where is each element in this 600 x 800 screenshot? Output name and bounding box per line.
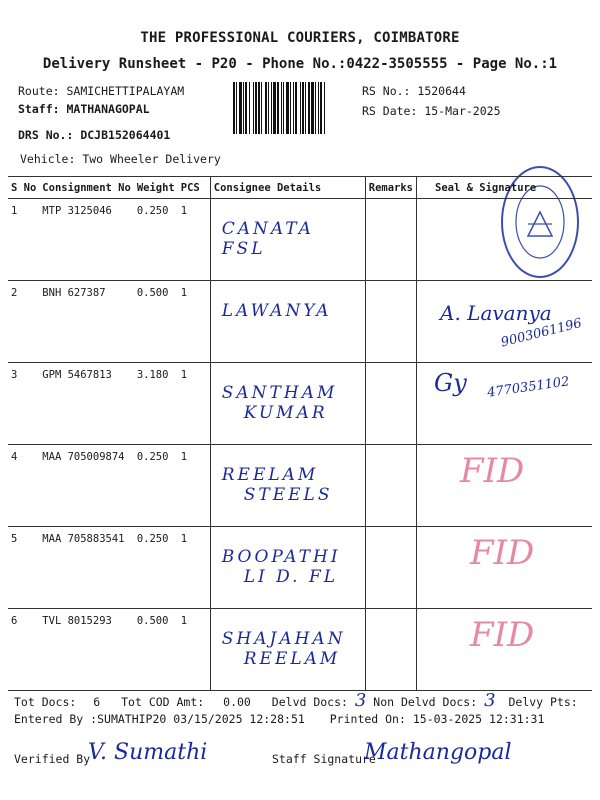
totals-line — [14, 690, 578, 711]
table-header-row — [8, 177, 592, 199]
cell-pcs: 1 — [180, 615, 188, 627]
signature-phone: 9003061196 — [499, 315, 584, 351]
barcode-bar — [293, 82, 294, 134]
cell-pcs: 1 — [180, 205, 188, 217]
barcode-bar — [311, 82, 314, 134]
cell-consignee — [210, 527, 365, 609]
cell-signature — [417, 445, 592, 527]
drs-line — [18, 128, 170, 142]
barcode-bar — [233, 82, 235, 134]
col-pcs: PCS — [180, 181, 200, 194]
barcode-bar — [253, 82, 254, 134]
verified-by-label: Verified By — [14, 752, 91, 766]
cell-consignment: MAA 705009874 — [42, 451, 125, 463]
cell-consignment: GPM 5467813 — [42, 369, 112, 381]
delvd-docs-value: 3 — [354, 690, 367, 711]
consignee-name-line2: STEELS — [243, 485, 333, 505]
cell-consignment: BNH 627387 — [42, 287, 106, 299]
cell-remarks — [365, 281, 416, 363]
delvy-pts-label: Delvy Pts: — [508, 695, 578, 709]
barcode-bar — [243, 82, 244, 134]
barcode-bar — [295, 82, 297, 134]
cell-signature — [417, 363, 592, 445]
tot-cod-label: Tot COD Amt: — [121, 695, 205, 709]
cell-pcs: 1 — [180, 533, 188, 545]
cell-pcs: 1 — [180, 451, 188, 463]
signature-phone: 4770351102 — [486, 374, 571, 401]
cell-sno: 1 — [11, 205, 18, 217]
barcode-bar — [255, 82, 257, 134]
barcode-image — [232, 82, 354, 134]
barcode-bar — [236, 82, 237, 134]
cell-consignee — [210, 281, 365, 363]
entered-label: Entered By : — [14, 712, 98, 726]
cell-weight: 0.250 — [136, 533, 169, 545]
rs-no-value: 1520644 — [417, 84, 466, 98]
cell-consignment: MTP 3125046 — [42, 205, 112, 217]
consignee-name: REELAM — [221, 465, 319, 485]
cell-weight: 0.500 — [136, 615, 169, 627]
cell-sno: 6 — [11, 615, 18, 627]
tot-docs-label: Tot Docs: — [14, 695, 77, 709]
delvd-docs-label: Delvd Docs: — [271, 695, 348, 709]
rs-date-label: RS Date: — [362, 104, 418, 118]
barcode-bar — [283, 82, 284, 134]
rs-no-label: RS No.: — [362, 84, 411, 98]
cell-signature — [417, 199, 592, 281]
rs-no-line — [362, 84, 466, 98]
barcode-bar — [286, 82, 289, 134]
col-remarks: Remarks — [365, 177, 416, 199]
barcode-bar — [300, 82, 301, 134]
cell-consignee — [210, 363, 365, 445]
cell-sno: 4 — [11, 451, 18, 463]
barcode-bar — [302, 82, 304, 134]
cell-weight: 0.500 — [136, 287, 169, 299]
col-consignee: Consignee Details — [210, 177, 365, 199]
table-row — [8, 199, 592, 281]
col-sno: S No — [11, 181, 37, 194]
barcode-bar — [271, 82, 272, 134]
printed-value: 15-03-2025 12:31:31 — [412, 712, 545, 726]
cell-consignee — [210, 199, 365, 281]
col-signature: Seal & Signature — [417, 177, 592, 199]
barcode-bar — [239, 82, 242, 134]
cell-remarks — [365, 445, 416, 527]
barcode-bar — [305, 82, 306, 134]
table-row — [8, 527, 592, 609]
table-row — [8, 363, 592, 445]
verified-signature: V. Sumathi — [88, 740, 208, 765]
barcode-bar — [290, 82, 291, 134]
company-title: THE PROFESSIONAL COURIERS, COIMBATORE — [140, 30, 460, 46]
status-fid: FID — [470, 533, 535, 573]
status-fid: FID — [470, 615, 535, 655]
barcode-bar — [273, 82, 276, 134]
barcode-bar — [268, 82, 269, 134]
route-value: SAMICHETTIPALAYAM — [66, 84, 185, 98]
barcode-bar — [245, 82, 247, 134]
barcode-bar — [249, 82, 250, 134]
consignee-name: SHAJAHAN — [221, 629, 346, 649]
cell-consignment: TVL 8015293 — [42, 615, 112, 627]
barcode-bar — [258, 82, 260, 134]
cell-signature — [417, 527, 592, 609]
staff-line — [18, 102, 150, 116]
cell-remarks — [365, 363, 416, 445]
consignee-name-line2: LI D. FL — [243, 567, 339, 587]
printed-label: Printed On: — [329, 712, 406, 726]
cell-consignee — [210, 445, 365, 527]
table-row — [8, 445, 592, 527]
route-line — [18, 84, 184, 98]
cell-weight: 0.250 — [136, 451, 169, 463]
rs-date-line — [362, 104, 501, 118]
drs-value: DCJB152064401 — [80, 128, 171, 142]
table-row — [8, 281, 592, 363]
tot-docs-value: 6 — [93, 695, 101, 709]
status-fid: FID — [460, 451, 525, 491]
staff-value: MATHANAGOPAL — [66, 102, 150, 116]
signature: Gy — [434, 369, 467, 397]
route-label: Route: — [18, 84, 60, 98]
barcode-bar — [265, 82, 267, 134]
cell-remarks — [365, 609, 416, 691]
consignee-name: BOOPATHI — [221, 547, 341, 567]
cell-sno: 2 — [11, 287, 18, 299]
cell-weight: 0.250 — [136, 205, 169, 217]
cell-signature — [417, 609, 592, 691]
consignee-name: LAWANYA — [221, 301, 332, 321]
cell-sno: 5 — [11, 533, 18, 545]
barcode-bar — [324, 82, 325, 134]
staff-signature-label: Staff Signature — [272, 752, 376, 766]
staff-label: Staff: — [18, 102, 60, 116]
cell-remarks — [365, 527, 416, 609]
rs-date-value: 15-Mar-2025 — [424, 104, 501, 118]
cell-weight: 3.180 — [136, 369, 169, 381]
barcode-bar — [308, 82, 310, 134]
barcode-bar — [318, 82, 319, 134]
barcode-bar — [281, 82, 282, 134]
runsheet-table — [8, 176, 592, 691]
consignee-name-line2: KUMAR — [243, 403, 328, 423]
vehicle-line — [20, 152, 221, 166]
barcode-bar — [277, 82, 279, 134]
vehicle-value: Two Wheeler Delivery — [82, 152, 221, 166]
barcode-bar — [261, 82, 262, 134]
cell-consignee — [210, 609, 365, 691]
consignee-name: CANATA FSL — [221, 219, 314, 259]
staff-signature: Mathangopal — [364, 740, 512, 765]
non-delvd-docs-value: 3 — [484, 690, 496, 711]
consignee-name: SANTHAM — [221, 383, 338, 403]
cell-signature — [417, 281, 592, 363]
signature: A. Lavanya — [440, 301, 552, 325]
barcode-bar — [320, 82, 322, 134]
vehicle-label: Vehicle: — [20, 152, 76, 166]
entered-value: SUMATHIP20 03/15/2025 12:28:51 — [97, 712, 305, 726]
cell-remarks — [365, 199, 416, 281]
cell-sno: 3 — [11, 369, 18, 381]
non-delvd-docs-label: Non Delvd Docs: — [373, 695, 478, 709]
barcode-bar — [315, 82, 316, 134]
tot-cod-value: 0.00 — [223, 695, 251, 709]
col-consignment: Consignment No — [42, 181, 131, 194]
consignee-name-line2: REELAM — [243, 649, 341, 669]
cell-pcs: 1 — [180, 369, 188, 381]
entered-line — [14, 712, 544, 726]
runsheet-title: Delivery Runsheet - P20 - Phone No.:0422-3505555 - Page No.:1 — [42, 56, 558, 72]
drs-label: DRS No.: — [18, 128, 74, 142]
cell-pcs: 1 — [180, 287, 188, 299]
table-row — [8, 609, 592, 691]
col-weight: Weight — [136, 181, 175, 194]
cell-consignment: MAA 705883541 — [42, 533, 125, 545]
